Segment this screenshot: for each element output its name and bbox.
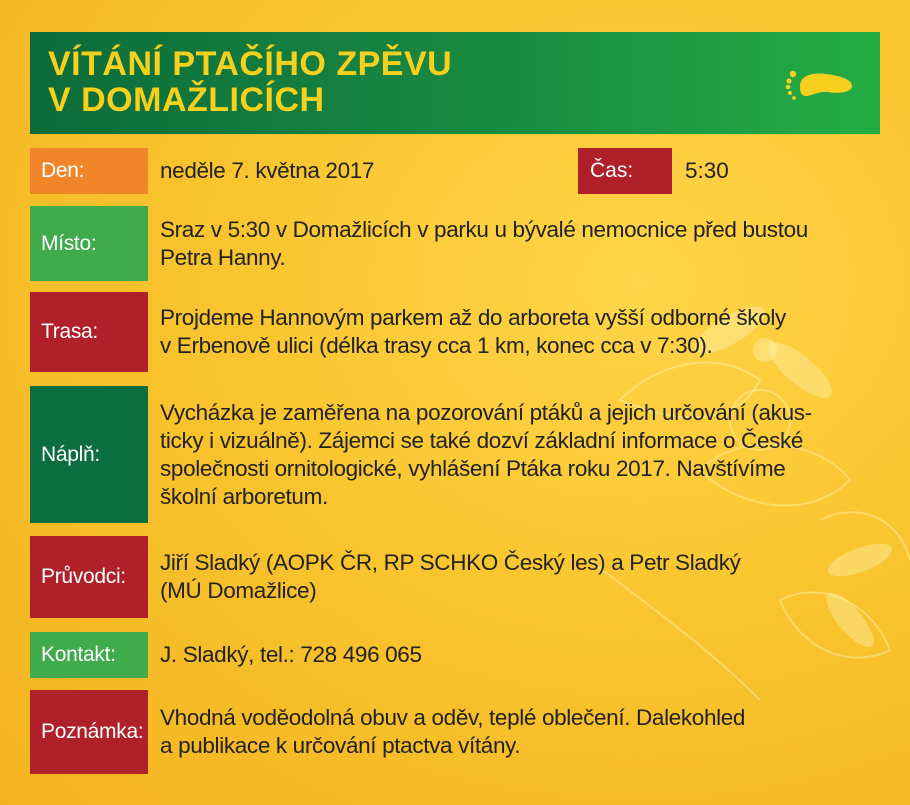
label-napln: Náplň: xyxy=(30,386,148,523)
label-misto: Místo: xyxy=(30,206,148,281)
row-napln xyxy=(30,386,880,523)
row-poznamka xyxy=(30,690,880,774)
value-line: ticky i vizuálně). Zájemci se také dozví základní informace o České xyxy=(160,427,804,453)
label-pruvodci: Průvodci: xyxy=(30,536,148,618)
value-line: Projdeme Hannovým parkem až do arboreta vyšší odborné školy xyxy=(160,305,786,330)
value-napln xyxy=(160,386,860,523)
value-cas: 5:30 xyxy=(685,158,729,183)
value-line: společnosti ornitologické, vyhlášení Ptáka roku 2017. Navštívíme xyxy=(160,455,786,481)
value-line: a publikace k určování ptactva vítány. xyxy=(160,733,521,758)
value-line: Vycházka je zaměřena na pozorování ptáků a jejich určování (akus- xyxy=(160,399,812,425)
value-line: Vhodná voděodolná obuv a oděv, teplé oblečení. Dalekohled xyxy=(160,705,746,730)
row-den xyxy=(30,148,880,194)
title-line-1: VÍTÁNÍ PTAČÍHO ZPĚVU xyxy=(48,45,453,83)
label-trasa: Trasa: xyxy=(30,292,148,372)
label-kontakt: Kontakt: xyxy=(30,632,148,678)
value-line: v Erbenově ulici (délka trasy cca 1 km, konec cca v 7:30). xyxy=(160,333,713,358)
footprint-icon xyxy=(782,62,856,102)
row-misto xyxy=(30,206,880,281)
title-line-2: V DOMAŽLICÍCH xyxy=(48,81,325,119)
row-kontakt xyxy=(30,632,880,678)
row-trasa xyxy=(30,292,880,372)
row-pruvodci xyxy=(30,536,880,618)
label-poznamka: Poznámka: xyxy=(30,690,148,774)
value-poznamka xyxy=(160,690,860,774)
value-line: Sraz v 5:30 v Domažlicích v parku u bývalé nemocnice před bustou xyxy=(160,216,808,242)
value-den: neděle 7. května 2017 xyxy=(160,158,375,183)
value-misto xyxy=(160,206,860,281)
value-kontakt: J. Sladký, tel.: 728 496 065 xyxy=(160,642,422,667)
value-pruvodci xyxy=(160,536,860,618)
value-line: školní arboretum. xyxy=(160,483,328,509)
event-header xyxy=(30,32,880,134)
value-line: (MÚ Domažlice) xyxy=(160,578,317,603)
page-title xyxy=(48,46,452,118)
value-line: Jiří Sladký (AOPK ČR, RP SCHKO Český les) a Petr Sladký xyxy=(160,550,741,575)
value-trasa xyxy=(160,292,860,372)
label-den: Den: xyxy=(30,148,148,194)
value-line: Petra Hanny. xyxy=(160,244,286,270)
label-cas: Čas: xyxy=(578,148,672,194)
